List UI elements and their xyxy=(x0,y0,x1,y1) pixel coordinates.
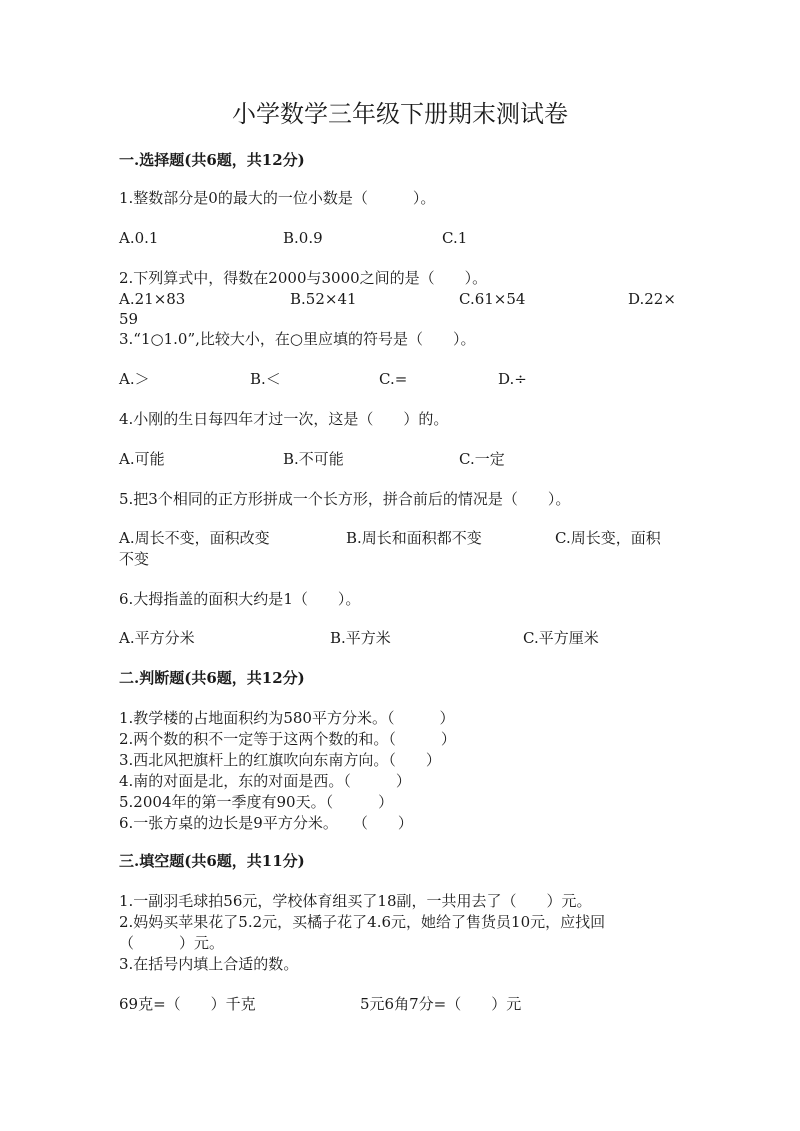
list-item: 6.一张方桌的边长是9平方分米。 （ ） xyxy=(119,814,413,832)
question-stem: 1.整数部分是0的最大的一位小数是（ ）。 xyxy=(119,189,436,207)
option-d: D.÷ xyxy=(498,370,527,388)
option-a: A.周长不变，面积改变 xyxy=(119,529,270,547)
option-b: B.＜ xyxy=(250,370,281,388)
question-stem: 6.大拇指盖的面积大约是1（ ）。 xyxy=(119,590,361,608)
option-b: B.不可能 xyxy=(283,450,344,468)
option-b: B.0.9 xyxy=(283,229,323,247)
list-item: 3.西北风把旗杆上的红旗吹向东南方向。（ ） xyxy=(119,751,441,769)
list-item: 1.教学楼的占地面积约为580平方分米。（ ） xyxy=(119,709,455,727)
list-item: 2.妈妈买苹果花了5.2元，买橘子花了4.6元，她给了售货员10元，应找回 xyxy=(119,913,606,931)
fill-blank-1: 69克=（ ）千克 xyxy=(119,995,256,1013)
option-c: C.= xyxy=(379,370,408,388)
option-a: A.＞ xyxy=(119,370,150,388)
option-b: B.平方米 xyxy=(330,629,391,647)
list-item: 3.在括号内填上合适的数。 xyxy=(119,955,299,973)
list-item: 1.一副羽毛球拍56元，学校体育组买了18副，一共用去了（ ）元。 xyxy=(119,892,592,910)
list-item-wrap: （ ）元。 xyxy=(119,934,225,952)
section-heading-fill: 三.填空题(共6题，共11分) xyxy=(119,852,305,870)
option-wrap: 不变 xyxy=(119,550,150,568)
option-d: D.22× xyxy=(628,290,676,308)
question-stem: 3.“1○1.0”,比较大小，在○里应填的符号是（ ）。 xyxy=(119,330,476,348)
question-stem: 5.把3个相同的正方形拼成一个长方形，拼合前后的情况是（ ）。 xyxy=(119,490,571,508)
option-a: A.平方分米 xyxy=(119,629,195,647)
option-b: B.52×41 xyxy=(290,290,357,308)
option-b: B.周长和面积都不变 xyxy=(346,529,482,547)
fill-blank-2: 5元6角7分=（ ）元 xyxy=(360,995,522,1013)
list-item: 5.2004年的第一季度有90天。（ ） xyxy=(119,793,394,811)
list-item: 4.南的对面是北，东的对面是西。（ ） xyxy=(119,772,411,790)
option-c: C.平方厘米 xyxy=(523,629,599,647)
option-a: A.0.1 xyxy=(119,229,159,247)
option-c: C.一定 xyxy=(459,450,505,468)
question-stem: 2.下列算式中，得数在2000与3000之间的是（ ）。 xyxy=(119,269,488,287)
option-wrap: 59 xyxy=(119,310,139,328)
section-heading-judge: 二.判断题(共6题，共12分) xyxy=(119,669,305,687)
option-c: C.61×54 xyxy=(459,290,526,308)
section-heading-choice: 一.选择题(共6题，共12分) xyxy=(119,151,305,169)
list-item: 2.两个数的积不一定等于这两个数的和。（ ） xyxy=(119,730,456,748)
page-title: 小学数学三年级下册期末测试卷 xyxy=(232,100,568,128)
option-c: C.1 xyxy=(442,229,468,247)
option-a: A.可能 xyxy=(119,450,165,468)
option-c: C.周长变，面积 xyxy=(555,529,661,547)
question-stem: 4.小刚的生日每四年才过一次，这是（ ）的。 xyxy=(119,410,449,428)
option-a: A.21×83 xyxy=(119,290,186,308)
